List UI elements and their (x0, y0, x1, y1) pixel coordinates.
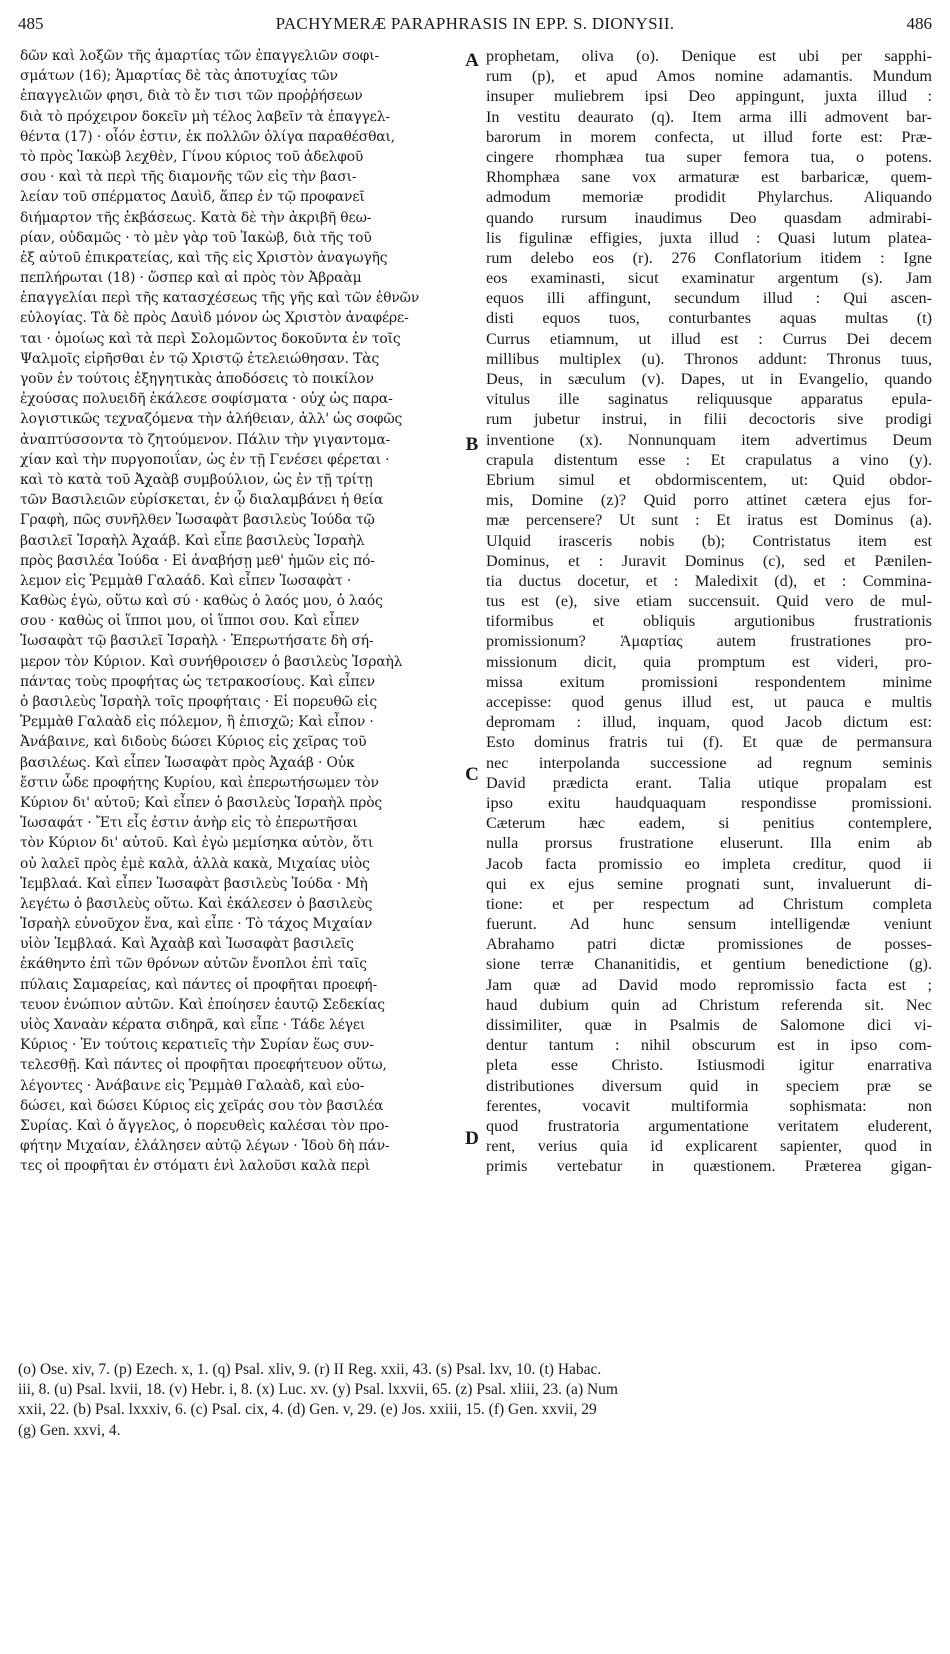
greek-text-line: ἔστιν ὧδε προφήτης Κυρίου, καὶ ἐπερωτήσωμεν τὸν (20, 774, 379, 791)
footnote-line: (g) Gen. xxvi, 4. (18, 1421, 121, 1439)
footnote-line: xxii, 22. (b) Psal. lxxxiv, 6. (c) Psal. cix, 4. (d) Gen. v, 29. (e) Jos. xxiii, 15. (f) Gen. xxvii, 29 (18, 1401, 597, 1419)
latin-text-line: millibus multiplex (u). Thronos addunt: Thronus tuus, (486, 349, 932, 368)
greek-text-line: ἐχούσας πολυειδῆ ἐκάλεσε σοφίσματα · οὐχ ὡς παρα- (20, 391, 393, 408)
greek-text-line: γοῦν ἐν τούτοις ἐξηγητικὰς ἀποδόσεις τὸ ποικίλον (20, 371, 374, 387)
latin-text-line: Ulquid irasceris nobis (b); Contristatus item est (486, 531, 932, 550)
latin-text-line: rum jubetur instrui, in filii decoctoris sive prodigi (486, 410, 932, 429)
latin-text-line: dentur tantum : nihil obscurum est in ipso com- (486, 1036, 932, 1055)
greek-text-line: ἐκάθηντο ἐπὶ τῶν θρόνων αὐτῶν ἔνοπλοι ἐπὶ ταῖς (20, 956, 367, 973)
greek-text-line: πύλαις Σαμαρείας, καὶ πάντες οἱ προφῆται προεφή- (20, 976, 378, 993)
greek-text-line: Ἰωσαφὰτ τῷ βασιλεῖ Ἰσραὴλ · Ἐπερωτήσατε δὴ σή- (20, 633, 374, 650)
latin-text-line: mis, Domine (z)? Quid porro attinet cætera ejus for- (486, 491, 932, 510)
footnote-line: iii, 8. (u) Psal. lxvii, 18. (v) Hebr. i, 8. (x) Luc. xv. (y) Psal. lxxvii, 65. (z) Psal. xliii, 23. (a) Num (18, 1381, 618, 1399)
footnotes (18, 1360, 932, 1441)
latin-text-line: inventione (x). Nonnunquam item advertimus Deum (486, 430, 932, 449)
greek-text-line: βασιλεῖ Ἰσραὴλ Ἀχαάβ. Καὶ εἶπε βασιλεὺς Ἰσραὴλ (20, 532, 365, 549)
greek-text-line: τῶν Βασιλειῶν εὑρίσκεται, ἐν ᾧ διαλαμβάνει ἡ θεία (20, 492, 384, 509)
greek-text-line: ἐξ αὐτοῦ ἐπικρατείας, καὶ τῆς εἰς Χριστὸν ἀναγωγῆς (20, 249, 388, 266)
latin-text-line: nulla prorsus frustratione eluserunt. Illa enim ab (486, 834, 932, 853)
greek-text-line: λέγοντες · Ἀνάβαινε εἰς Ῥεμμὰθ Γαλαὰδ, καὶ εὐο- (20, 1077, 365, 1094)
latin-text-line: missionum dicit, quia promptum est videri, pro- (486, 652, 932, 671)
greek-text-line: τευον ἐνώπιον αὐτῶν. Καὶ ἐποίησεν ἑαυτῷ Σεδεκίας (20, 996, 385, 1013)
greek-text-line: χίαν καὶ τὴν πυργοποιΐαν, ὡς ἐν τῇ Γενέσει φέρεται · (20, 451, 390, 468)
latin-text-line: dissimiliter, quæ in Psalmis de Salomone dici vi- (486, 1016, 932, 1034)
greek-text-line: σου · καὶ τὰ περὶ τῆς διαμονῆς τῶν εἰς τὴν βασι- (20, 169, 357, 186)
greek-text-line: καὶ τὸ κατὰ τοῦ Ἀχαὰβ συμβούλιον, ὡς ἐν τῇ τρίτῃ (20, 471, 373, 488)
latin-text-line: accepisse: quod genus illud est, ut pauca e multis (486, 693, 932, 711)
latin-text-line: Ebrium simul et obdormiscentem, ut: Quid obdor- (486, 470, 932, 489)
latin-text-line: primis vertebatur in quæstionem. Præterea gigan- (486, 1157, 932, 1176)
greek-text-line: σου · καθὼς οἱ ἵπποι μου, οἱ ἵπποι σου. Καὶ εἶπεν (20, 613, 360, 630)
section-marker-d: D (465, 1128, 479, 1149)
latin-text-line: Abrahamo patri dictæ promissiones de posses- (486, 935, 932, 954)
latin-text-line: barorum in morem confecta, ut illud forte est: Præ- (486, 127, 932, 146)
greek-text-line: φήτην Μιχαίαν, ἐλάλησεν αὐτῷ λέγων · Ἰδοὺ δὴ πάν- (20, 1138, 390, 1155)
greek-text-line: οὐ λαλεῖ πρὸς ἐμὲ καλὰ, ἀλλὰ κακὰ, Μιχαίας υἱὸς (20, 855, 370, 872)
greek-text-line: σμάτων (16); Ἁμαρτίας δὲ τὰς ἀποτυχίας τῶν (20, 68, 338, 85)
section-marker-b: B (465, 434, 479, 455)
greek-text-line: Ῥεμμὰθ Γαλαὰδ εἰς πόλεμον, ἢ ἐπισχῶ; Καὶ εἶπον · (20, 714, 374, 731)
greek-text-line: ἀναπτύσσοντα τὸ ζητούμενον. Πάλιν τὴν γιγαντομα- (20, 431, 391, 448)
latin-text-line: cingere rhomphæa tua super femora tua, o potens. (486, 147, 932, 166)
latin-text-line: prophetam, oliva (o). Denique est ubi per sapphi- (486, 47, 932, 65)
greek-text-line: βασιλέως. Καὶ εἶπεν Ἰωσαφὰτ πρὸς Ἀχαάβ · Οὐκ (20, 754, 355, 771)
latin-text-line: In vestitu deaurato (q). Item arma illi admovent bar- (486, 107, 932, 126)
running-title: PACHYMERÆ PARAPHRASIS IN EPP. S. DIONYSII. (275, 14, 675, 33)
latin-text-line: sione terræ Chananitidis, et gentium benedictione (g). (486, 955, 932, 974)
page-number-right: 486 (906, 14, 932, 33)
latin-text-line: pleta esse Christo. Istiusmodi igitur enarrativa (486, 1056, 932, 1075)
latin-text-line: fuerunt. Ad hunc sensum intelligendæ veniunt (486, 915, 932, 934)
latin-text-line: crapula distentum esse : Et crapulatus a vino (y). (486, 450, 932, 469)
latin-text-line: Jam quæ ad David modo repromissio facta est ; (486, 975, 932, 994)
greek-text-line: ὁ βασιλεὺς Ἰσραὴλ τοῖς προφήταις · Εἰ πορευθῶ εἰς (20, 694, 377, 710)
latin-text-line: tia ductus docetur, et : Maledixit (d), et : Commina- (486, 571, 932, 590)
latin-text-line: rum delebo eos (r). 276 Conflatorium itidem : Igne (486, 248, 932, 267)
latin-text-line: eos examinasti, sicut examinatur argentum (s). Jam (486, 269, 932, 288)
latin-text-line: Jacob facta promissio eo impleta creditur, quod ii (486, 854, 932, 873)
greek-text-line: λογιστικῶς τεχναζόμενα τὴν ἀλήθειαν, ἀλλ' ὡς σοφῶς (20, 411, 403, 428)
greek-text-line: ται · ὁμοίως καὶ τὰ περὶ Σολομῶντος δοκοῦντα ἐν τοῖς (20, 330, 401, 347)
greek-text-line: λείαν τοῦ σπέρματος Δαυὶδ, ἅπερ ἐν τῷ προφανεῖ (20, 189, 365, 206)
greek-text-line: μερον τὸν Κύριον. Καὶ συνήθροισεν ὁ βασιλεὺς Ἰσραὴλ (20, 653, 403, 670)
page-number-left: 485 (18, 14, 44, 33)
greek-text-line: λεγέτω ὁ βασιλεὺς οὕτω. Καὶ ἐκάλεσεν ὁ βασιλεὺς (20, 895, 373, 912)
latin-text-line: Dominus, et : Juravit Dominus (c), sed et Pænilen- (486, 551, 932, 570)
greek-text-line: Ἰωσαφάτ · Ἔτι εἷς ἐστιν ἀνὴρ εἰς τὸ ἐπερωτῆσαι (20, 815, 358, 832)
latin-text-line: qui ex ejus semine prognati sunt, invaluerunt di- (486, 874, 932, 893)
latin-text-line: Esto dominus fratris tui (f). Et quæ de permansura (486, 733, 932, 752)
latin-text-line: tione: et per respectum ad Christum completa (486, 894, 932, 913)
latin-text-line: Deus, in sæculum (v). Dapes, ut in Evangelio, quando (486, 370, 932, 388)
latin-text-line: Cæterum hæc eadem, si penitius contemplere, (486, 814, 932, 833)
latin-text-line: equos illi affingunt, secundum illud : Qui ascen- (486, 289, 932, 308)
greek-text-line: υἱὸν Ἰεμβλαά. Καὶ Ἀχαὰβ καὶ Ἰωσαφὰτ βασιλεῖς (20, 936, 354, 953)
greek-text-line: Καθὼς ἐγὼ, οὕτω καὶ σύ · καθὼς ὁ λαός μου, ὁ λαός (20, 593, 383, 610)
greek-text-line: Ἰσραὴλ εὐνοῦχον ἕνα, καὶ εἶπε · Τὸ τάχος Μιχαίαν (20, 916, 373, 933)
greek-text-line: δώσει, καὶ δώσει Κύριος εἰς χεῖράς σου τὸν βασιλέα (20, 1097, 384, 1114)
latin-text-line: insuper muliebrem ipsi Deo appingunt, juxta illud : (486, 87, 932, 106)
greek-text-line: πάντας τοὺς προφήτας ὡς τετρακοσίους. Καὶ εἶπεν (20, 673, 375, 690)
greek-text-line: τελεσθῇ. Καὶ πάντες οἱ προφῆται προεφήτευον οὕτω, (20, 1057, 387, 1074)
greek-text-line: Συρίας. Καὶ ὁ ἄγγελος, ὁ πορευθεὶς καλέσαι τὸν προ- (20, 1117, 389, 1134)
greek-text-line: ρίαν, οὐδαμῶς · τὸ μὲν γὰρ τοῦ Ἰακὼβ, διὰ τῆς τοῦ (20, 229, 372, 246)
greek-text-line: τὸ πρὸς Ἰακὼβ λεχθὲν, Γίνου κύριος τοῦ ἀδελφοῦ (20, 148, 364, 165)
greek-text-line: υἱὸς Χαναὰν κέρατα σιδηρᾶ, καὶ εἶπε · Τάδε λέγει (20, 1017, 366, 1033)
greek-text-line: τες οἱ προφῆται ἐν στόματι ἑνὶ λαλοῦσι καλὰ περὶ (20, 1158, 371, 1175)
greek-text-line: διήμαρτον τῆς ἐκβάσεως. Κατὰ δὲ τὴν ἀκριβῆ θεω- (20, 209, 372, 226)
latin-text-line: vitulus ille saginatus reliquusque apparatus epula- (486, 390, 932, 409)
greek-text-line: λεμον εἰς Ῥεμμὰθ Γαλαάδ. Καὶ εἶπεν Ἰωσαφὰτ · (20, 572, 352, 589)
latin-text-line: missa exitum promissioni respondentem minime (486, 672, 932, 691)
section-marker-c: C (465, 764, 479, 785)
greek-text-line: Ἀνάβαινε, καὶ διδοὺς δώσει Κύριος εἰς χεῖρας τοῦ (20, 734, 367, 751)
greek-text-line: Γραφὴ, πῶς συνῆλθεν Ἰωσαφὰτ βασιλεὺς Ἰούδα τῷ (20, 512, 375, 529)
latin-text-line: quod frustratoria argumentatione veritatem eluderent, (486, 1116, 932, 1135)
latin-text-line: admodum memoriæ prodidit Phylarchus. Aliquando (486, 188, 932, 207)
footnote-line: (o) Ose. xiv, 7. (p) Ezech. x, 1. (q) Psal. xliv, 9. (r) II Reg. xxii, 43. (s) Psal. lxv, 10. (t) Habac. (18, 1361, 602, 1378)
latin-text-line: tus est (e), sive etiam succensuit. Quid vero de mul- (486, 592, 932, 611)
latin-text-line: tiformibus et obliquis argutionibus frustrationis (486, 612, 932, 631)
greek-text-line: εὐλογίας. Τὰ δὲ πρὸς Δαυὶδ μόνον ὡς Χριστὸν ἀναφέρε- (20, 310, 409, 327)
greek-text-line: ἐπαγγελιῶν φησι, διὰ τὸ ἔν τισι τῶν προῤῥήσεων (20, 88, 363, 105)
greek-text-line: τὸν Κύριον δι' αὐτοῦ. Καὶ ἐγὼ μεμίσηκα αὐτὸν, ὅτι (20, 835, 374, 852)
greek-text-line: Ψαλμοῖς εἰρῆσθαι ἐν τῷ Χριστῷ ἐτελειώθησαν. Τὰς (20, 350, 380, 367)
latin-text-line: ipso exitu haudquaquam respondisse promissioni. (486, 793, 932, 812)
latin-text-line: Rhomphæa sane vox armaturæ est barbaricæ, quem- (486, 168, 932, 187)
section-marker-a: A (465, 50, 479, 71)
latin-text-line: nec interpolanda successione ad regnum seminis (486, 753, 932, 772)
greek-text-line: διὰ τὸ πρόχειρον δοκεῖν μὴ τέλος λαβεῖν τὰ ἐπαγγελ- (20, 108, 390, 125)
greek-text-line: θέντα (17) · οἷόν ἐστιν, ἐκ πολλῶν ὀλίγα παραθέσθαι, (20, 128, 396, 145)
latin-text-line: ferentes, vocavit multiformia sophismata: non (486, 1096, 932, 1115)
greek-text-line: δῶν καὶ λοξῶν τῆς ἁμαρτίας τῶν ἐπαγγελιῶν σοφι- (20, 48, 380, 64)
latin-text-line: promissionum? Ἁμαρτίας autem frustrationes pro- (486, 632, 932, 651)
latin-text-line: rent, verius quia id explicarent sapienter, quod in (486, 1137, 932, 1156)
greek-text-line: πρὸς βασιλέα Ἰούδα · Εἰ ἀναβήσῃ μεθ' ἡμῶν εἰς πό- (20, 552, 375, 569)
greek-text-line: Κύριον δι' αὐτοῦ; Καὶ εἶπεν ὁ βασιλεὺς Ἰσραὴλ πρὸς (20, 794, 383, 811)
greek-text-line: ἐπαγγελίαι περὶ τῆς κατασχέσεως τῆς γῆς καὶ τῶν ἐθνῶν (20, 290, 420, 307)
greek-text-line: Ἰεμβλαά. Καὶ εἶπεν Ἰωσαφὰτ βασιλεὺς Ἰούδα · Μὴ (20, 875, 368, 892)
latin-text-line: David prædicta erant. Talia utique propalam est (486, 773, 932, 792)
latin-text-line: disti equos tuos, conturbantes aquas multas (t) (486, 309, 932, 328)
latin-text-line: distributiones diversum quid in speciem præ se (486, 1076, 932, 1095)
latin-text-line: haud dubium quin ad Christum referenda sit. Nec (486, 995, 932, 1014)
latin-text-line: lis figulinæ effigies, juxta illud : Quasi lutum platea- (486, 228, 932, 247)
latin-text-line: rum (p), et apud Amos nomine adamantis. Mundum (486, 67, 932, 86)
greek-text-line: Κύριος · Ἐν τούτοις κερατιεῖς τὴν Συρίαν ἕως συν- (20, 1037, 374, 1054)
latin-text-line: quando rursum inaudimus Deo quasdam admirabi- (486, 208, 932, 227)
greek-text-line: πεπλήρωται (18) · ὥσπερ καὶ αἱ πρὸς τὸν Ἀβραὰμ (20, 270, 362, 287)
page-header (18, 14, 932, 38)
latin-text-line: depromam : illud, inquam, quod Jacob dictum est: (486, 713, 932, 732)
latin-text-line: Currus etiamnum, ut illud est : Currus Dei decem (486, 329, 932, 348)
latin-text-line: mæ percensere? Ut sunt : Et iratus est Dominus (a). (486, 511, 932, 530)
